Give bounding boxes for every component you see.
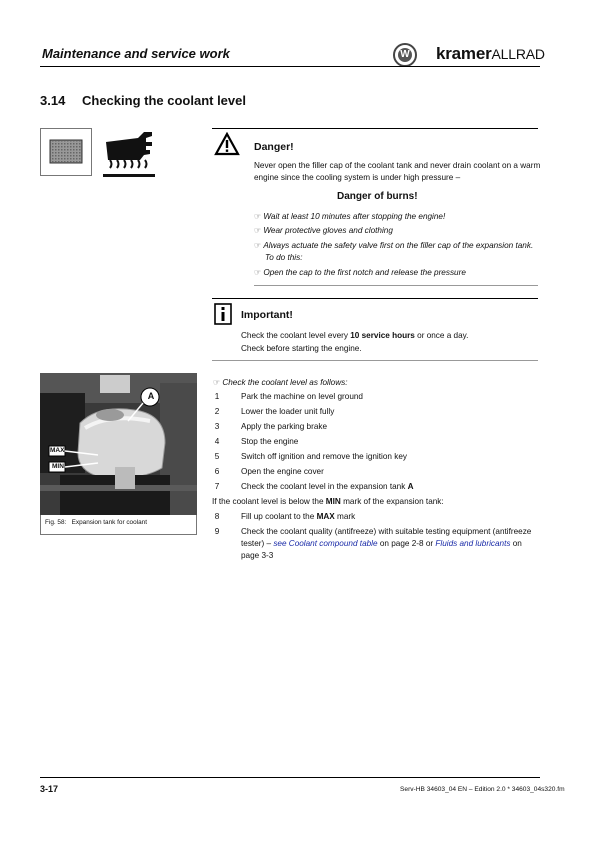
pointing-hand-icon: ☞ bbox=[254, 212, 262, 221]
pointing-hand-icon: ☞ bbox=[254, 226, 262, 235]
warning-triangle-icon bbox=[214, 132, 240, 156]
step-number: 1 bbox=[214, 392, 220, 401]
danger-bullet-continuation: To do this: bbox=[265, 253, 303, 262]
step-text: page 3-3 bbox=[241, 551, 274, 560]
step-number: 4 bbox=[214, 437, 220, 446]
label-a: A bbox=[147, 391, 155, 401]
danger-bullet: ☞ Open the cap to the first notch and release the pressure bbox=[254, 268, 466, 277]
step-text: Lower the loader unit fully bbox=[241, 407, 335, 416]
brand-logo-icon: W bbox=[393, 43, 417, 67]
pointing-hand-icon: ☞ bbox=[254, 241, 262, 250]
document-reference: Serv-HB 34603_04 EN – Edition 2.0 * 34603_04s320.fm bbox=[400, 786, 565, 793]
header-rule bbox=[40, 66, 540, 67]
expansion-tank-photo bbox=[40, 373, 197, 515]
important-text-line-1: Check the coolant level every 10 service hours or once a day. bbox=[241, 331, 469, 340]
section-number: 3.14 bbox=[40, 93, 66, 108]
section-title: Checking the coolant level bbox=[82, 93, 246, 108]
fluids-lubricants-link[interactable]: Fluids and lubricants bbox=[435, 539, 511, 548]
coolant-table-link[interactable]: see Coolant compound table bbox=[273, 539, 378, 548]
label-min: MIN bbox=[52, 463, 64, 470]
step-text: Switch off ignition and remove the ignition key bbox=[241, 452, 407, 461]
danger-bullet: ☞ Wear protective gloves and clothing bbox=[254, 226, 393, 235]
important-heading: Important! bbox=[241, 309, 293, 321]
hot-surface-icon bbox=[40, 128, 92, 176]
danger-heading: Danger! bbox=[254, 141, 294, 153]
protective-gloves-icon bbox=[100, 128, 156, 184]
step-number: 2 bbox=[214, 407, 220, 416]
pointing-hand-icon: ☞ bbox=[213, 378, 221, 387]
important-end-rule bbox=[212, 360, 538, 361]
danger-bullet: ☞ Wait at least 10 minutes after stopping the engine! bbox=[254, 212, 446, 221]
danger-text-line-1: Never open the filler cap of the coolant tank and never drain coolant on a warm bbox=[254, 161, 541, 170]
danger-subheading: Danger of burns! bbox=[337, 191, 418, 202]
procedure-intro: ☞ Check the coolant level as follows: bbox=[213, 378, 348, 387]
step-number: 7 bbox=[214, 482, 220, 491]
danger-bullet: ☞ Always actuate the safety valve first on the filler cap of the expansion tank. bbox=[254, 241, 534, 250]
step-number: 3 bbox=[214, 422, 220, 431]
figure-caption: Fig. 58: Expansion tank for coolant bbox=[45, 519, 147, 526]
step-number: 9 bbox=[214, 527, 220, 536]
condition-text: If the coolant level is below the MIN mark of the expansion tank: bbox=[212, 497, 444, 506]
page-number: 3-17 bbox=[40, 784, 59, 794]
step-number: 6 bbox=[214, 467, 220, 476]
footer-rule bbox=[40, 777, 540, 778]
important-text-line-2: Check before starting the engine. bbox=[241, 344, 362, 353]
step-text: Check the coolant level in the expansion tank A bbox=[241, 482, 414, 491]
step-text: Fill up coolant to the MAX mark bbox=[241, 512, 356, 521]
expansion-tank-image bbox=[40, 373, 197, 515]
info-icon bbox=[214, 303, 232, 325]
step-number: 5 bbox=[214, 452, 220, 461]
label-max: MAX bbox=[50, 447, 65, 454]
danger-rule bbox=[212, 128, 538, 129]
step-text: tester) – see Coolant compound table on page 2-8 or Fluids and lubricants on bbox=[241, 539, 522, 548]
danger-text-line-2: engine since the cooling system is under high pressure – bbox=[254, 173, 461, 182]
brand-name: kramerALLRAD bbox=[436, 44, 545, 63]
step-number: 8 bbox=[214, 512, 220, 521]
danger-end-rule bbox=[254, 285, 538, 286]
step-text: Stop the engine bbox=[241, 437, 299, 446]
step-text: Check the coolant quality (antifreeze) with suitable testing equipment (antifreeze bbox=[241, 527, 532, 536]
step-text: Park the machine on level ground bbox=[241, 392, 363, 401]
header-title: Maintenance and service work bbox=[42, 46, 230, 61]
pointing-hand-icon: ☞ bbox=[254, 268, 262, 277]
step-text: Open the engine cover bbox=[241, 467, 324, 476]
step-text: Apply the parking brake bbox=[241, 422, 328, 431]
important-rule bbox=[212, 298, 538, 299]
